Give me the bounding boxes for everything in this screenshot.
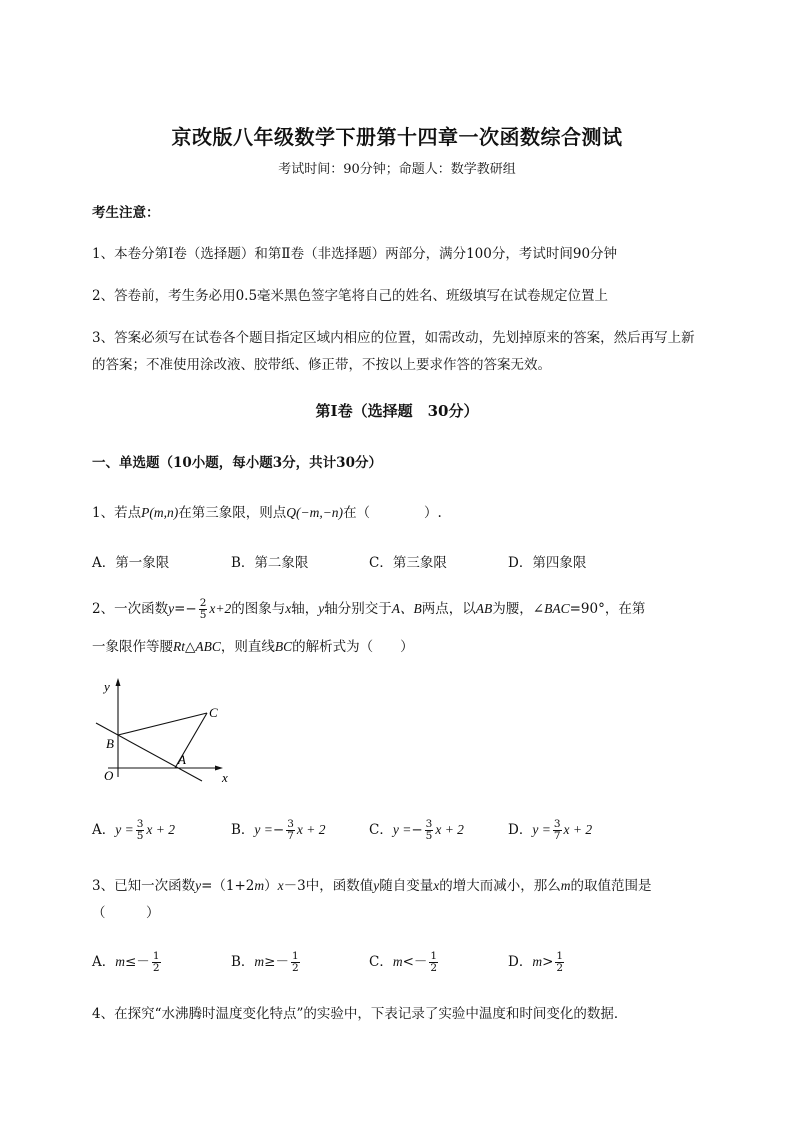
notice-item-1: 1、本卷分第I卷（选择题）和第Ⅱ卷（非选择题）两部分，满分100分，考试时间90分钟 [92,246,618,262]
label-a: A [178,752,186,767]
q3-m-var-2: m [560,878,571,893]
q3-x-var-1: x [277,878,284,893]
q3-m-var-1: m [254,878,265,893]
q1-suffix: 在（ ）. [343,505,442,521]
segment-bc [118,713,207,735]
q2-d-label: D． [508,822,533,838]
question-3-line-2: （ ） [92,905,160,921]
notice-item-2: 2、答卷前，考生务必用0.5毫米黑色签字笔将自己的姓名、班级填写在试卷规定位置上 [92,288,609,304]
q2-angle-val: =90° [569,601,605,617]
q2-line2-b: ，则直线 [220,639,275,655]
section-title: 第I卷（选择题 30分） [315,402,479,420]
q3-line1-c: ） [264,878,278,894]
q2-text4: 两点，以 [421,601,476,617]
label-c: C [209,705,218,720]
q2-bc: BC [274,639,293,654]
notice-item-3-cont: 的答案；不准使用涂改液、胶带纸、修正带，不按以上要求作答的答案无效。 [92,357,551,373]
q3-c-num: 1 [430,950,438,962]
question-2-line-1 [92,597,645,621]
q3-y-var-2: y [373,878,380,893]
q2-triangle: Rt△ABC [173,639,221,654]
q1-option-a[interactable]: A．第一象限 [92,555,170,571]
q1-point-p: P(m,n) [141,505,179,520]
q3-b-num: 1 [291,950,299,962]
q3-option-a[interactable] [92,950,163,974]
q2-d-num: 3 [553,818,561,830]
q2-prefix: 2、一次函数 [92,601,169,617]
q1-point-q: Q(−m,−n) [286,505,344,520]
q3-b-frac [291,951,300,974]
q3-line1-g: 的取值范围是 [570,878,652,894]
q3-b-var: m [254,954,265,969]
q3-option-d[interactable] [508,950,566,974]
q3-c-den: 2 [430,962,438,974]
q2-b-frac [286,819,295,842]
q3-c-frac [429,951,438,974]
q3-a-den: 2 [152,962,160,974]
q2-func-rest: x+2 [209,601,232,616]
q2-frac-num: 2 [199,597,207,609]
q2-option-b[interactable] [231,818,326,842]
q2-c-frac [425,819,434,842]
q2-figure [88,672,248,792]
q3-d-frac [555,951,564,974]
q3-c-label: C． [369,954,393,970]
label-o: O [104,768,114,783]
q2-line2-a: 一象限作等腰 [92,639,173,655]
q3-d-op: > [542,954,554,970]
q3-a-op: ≤－ [125,954,150,970]
q3-a-var: m [115,954,125,969]
q2-option-a[interactable] [92,818,175,842]
q2-option-c[interactable] [369,818,464,842]
q3-line1-e: 随自变量 [379,878,434,894]
q2-func-lhs: y [168,601,175,616]
q3-b-den: 2 [291,962,299,974]
q2-a-label: A． [92,822,116,838]
q3-option-b[interactable] [231,950,302,974]
q3-d-label: D． [508,954,533,970]
q2-fraction [199,598,208,621]
q2-d-frac [553,819,562,842]
q1-option-b[interactable]: B．第二象限 [231,555,309,571]
q2-c-den: 5 [425,830,433,842]
q2-text3: 轴分别交于 [324,601,392,617]
q3-d-var: m [532,954,543,969]
q3-option-c[interactable] [369,950,440,974]
q3-line1-f: 的增大而减小，那么 [439,878,561,894]
page-subtitle: 考试时间：90分钟；命题人：数学教研组 [278,162,516,177]
q3-b-label: B． [231,954,255,970]
q2-points-ab: A、B [391,601,422,616]
q2-c-sign: − [411,822,423,838]
q2-c-rest: x + 2 [435,822,464,837]
question-4: 4、在探究“水沸腾时温度变化特点”的实验中，下表记录了实验中温度和时间变化的数据． [92,1006,628,1022]
question-3-line-1 [92,874,652,894]
q3-line1-d: －3中，函数值 [283,878,374,894]
q2-text6: ，在第 [604,601,646,617]
q2-frac-den: 5 [199,609,207,621]
q3-line1-b: =（1+2 [201,878,255,894]
q2-a-lhs: y = [115,822,134,837]
q2-b-den: 7 [287,830,294,842]
q2-b-sign: − [272,822,285,838]
question-2-line-2 [92,635,414,655]
q3-c-var: m [392,954,403,969]
q2-a-frac [136,819,145,842]
q2-b-label: B． [231,822,255,838]
q2-x-var: x [285,601,292,616]
q3-d-den: 2 [556,962,564,974]
q3-x-var-2: x [433,878,440,893]
q3-b-op: ≥－ [264,954,289,970]
q1-option-d[interactable]: D．第四象限 [508,555,587,571]
q1-mid: 在第三象限，则点 [178,505,287,521]
q2-b-lhs: y = [254,822,273,837]
q2-b-num: 3 [287,818,294,830]
q3-y-var-1: y [195,878,202,893]
q2-b-rest: x + 2 [296,822,326,837]
question-1 [92,501,442,521]
q2-angle: ∠BAC [532,601,570,616]
q2-option-d[interactable] [508,818,592,842]
q2-text5: 为腰， [492,601,533,617]
part-heading: 一、单选题（10小题，每小题3分，共计30分） [92,455,382,471]
q3-a-label: A． [92,954,116,970]
label-b: B [106,736,114,751]
q2-line2-c: 的解析式为（ ） [292,639,414,655]
q2-d-den: 7 [553,830,561,842]
q2-c-num: 3 [425,818,433,830]
q3-d-num: 1 [556,950,564,962]
y-axis-arrow [116,678,121,686]
label-y: y [104,679,110,694]
q2-d-rest: x + 2 [563,822,593,837]
q2-eq-minus: =− [174,601,197,617]
label-x: x [222,770,228,785]
q2-text2: 轴， [291,601,319,617]
q3-a-num: 1 [152,950,160,962]
q2-text1: 的图象与 [231,601,286,617]
q2-y-var: y [318,601,325,616]
q2-a-num: 3 [136,818,144,830]
q1-prefix: 1、若点 [92,505,142,521]
q2-a-rest: x + 2 [146,822,176,837]
q2-a-den: 5 [136,830,144,842]
q3-c-op: <－ [402,954,428,970]
q3-line1-a: 3、已知一次函数 [92,878,196,894]
q3-a-frac [152,951,161,974]
q2-c-lhs: y = [392,822,412,837]
notice-heading: 考生注意： [92,205,160,221]
notice-item-3: 3、答案必须写在试卷各个题目指定区域内相应的位置，如需改动，先划掉原来的答案，然后再写上新 [92,330,695,346]
q2-ab: AB [475,601,493,616]
q2-c-label: C． [369,822,393,838]
page-title: 京改版八年级数学下册第十四章一次函数综合测试 [171,125,623,149]
q2-d-lhs: y = [532,822,551,837]
q1-option-c[interactable]: C．第三象限 [369,555,447,571]
